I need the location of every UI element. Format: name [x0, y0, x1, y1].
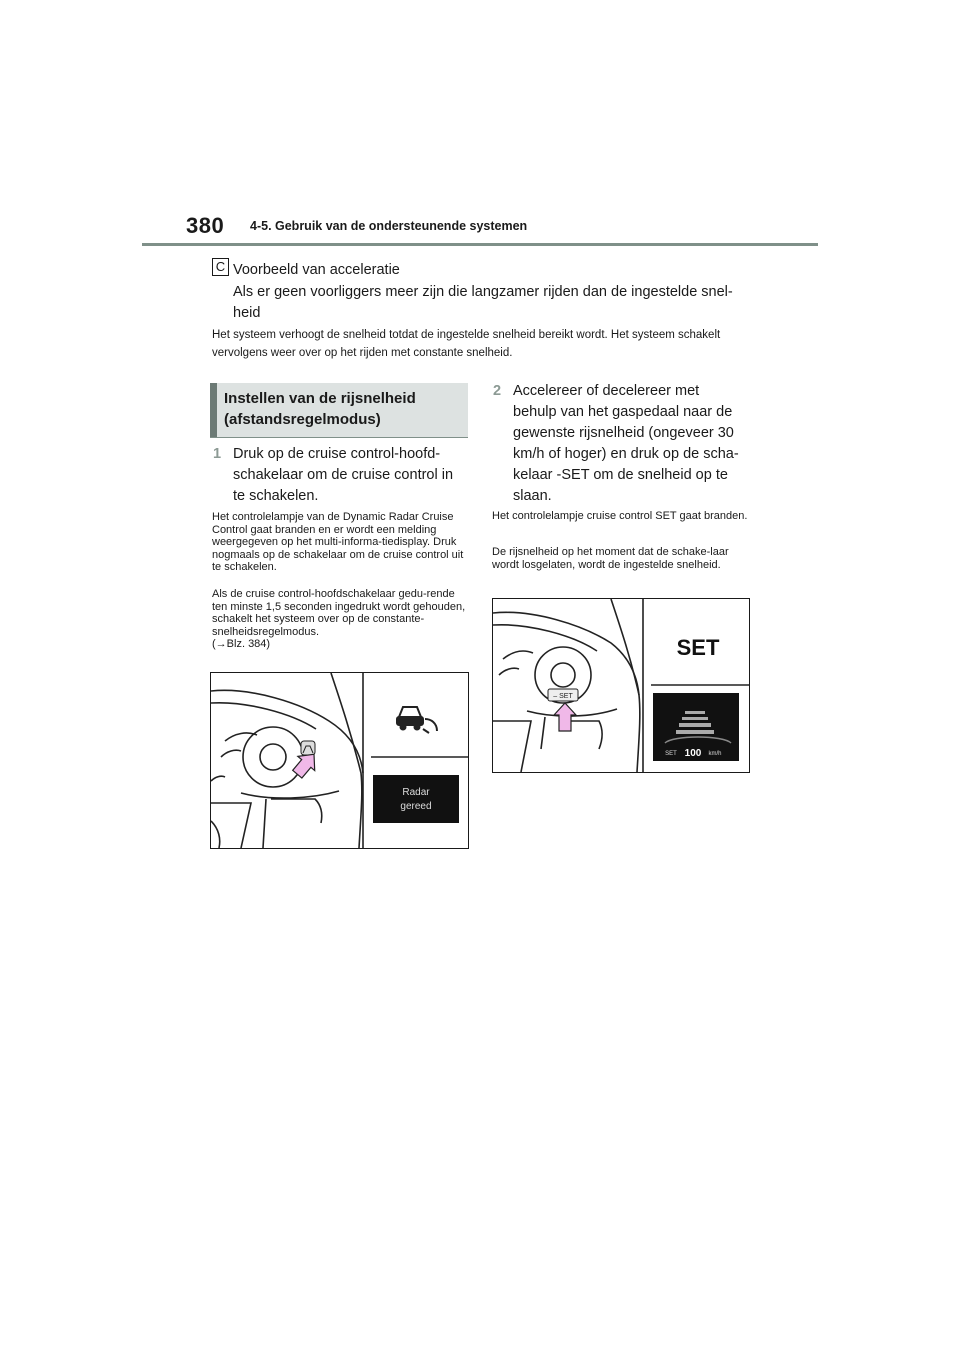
step-2-text: Accelereer of decelereer met behulp van het gaspedaal naar de gewenste rijsnelheid (ongeveer 30 km/h of hoger) en druk op de scha-kelaar -SET om de snelheid op te slaan. — [513, 383, 739, 504]
step-1-note-2 — [212, 588, 468, 651]
display-line2: gereed — [400, 801, 432, 812]
speed-unit: km/h — [708, 751, 722, 757]
step-1-note-2-text: Als de cruise control-hoofdschakelaar gedu-rende ten minste 1,5 seconden ingedrukt wordt gehouden, schakelt het systeem over op de constante-snelheidsregelmodus. — [212, 588, 466, 638]
steering-wheel-illustration-2 — [493, 599, 749, 772]
section-heading-line2: (afstandsregelmodus) — [224, 411, 381, 428]
step-2-note-1: Het controlelampje cruise control SET gaat branden. — [492, 510, 748, 522]
figure-main-switch — [210, 672, 469, 849]
speed-value: 100 — [684, 748, 702, 759]
step-1-note-1: Het controlelampje van de Dynamic Radar Cruise Control gaat branden en er wordt een melding weergegeven op het multi-informa-tiedisplay. Druk nogmaals op de schakelaar om de cruise control uit te schakelen. — [212, 511, 464, 573]
speed-prefix: SET — [665, 751, 677, 757]
section-heading-bar — [210, 383, 217, 437]
figure-set-switch — [492, 598, 750, 773]
set-switch-label: – SET — [553, 693, 573, 700]
section-heading — [210, 383, 468, 438]
steering-wheel-illustration-1 — [211, 673, 468, 848]
section-c-title: Voorbeeld van acceleratie — [233, 262, 400, 278]
page-number: 380 — [186, 213, 225, 238]
set-indicator: SET — [676, 635, 720, 660]
step-2-number: 2 — [493, 383, 502, 399]
step-2-note-2: De rijsnelheid op het moment dat de schake-laar wordt losgelaten, wordt de ingestelde snelheid. — [492, 546, 729, 571]
page-reference[interactable]: Blz. 384) — [226, 638, 271, 650]
chapter-title: 4-5. Gebruik van de ondersteunende systemen — [250, 219, 528, 233]
multi-info-display — [373, 775, 459, 823]
press-arrow-icon — [554, 703, 576, 731]
section-heading-title — [224, 388, 416, 430]
step-1-number: 1 — [213, 446, 222, 462]
section-c-note: Het systeem verhoogt de snelheid totdat de ingestelde snelheid bereikt wordt. Het systeem schakelt vervolgens weer over op het rijden met constante snelheid. — [212, 329, 721, 359]
radar-cruise-icon — [397, 707, 437, 733]
ref-arrow-icon: → — [215, 638, 227, 650]
ref-open: ( — [212, 638, 216, 650]
section-marker: C — [212, 258, 229, 276]
section-heading-line1: Instellen van de rijsnelheid — [224, 390, 416, 407]
display-line1: Radar — [402, 787, 430, 798]
step-1-text: Druk op de cruise control-hoofd-schakelaar om de cruise control in te schakelen. — [233, 446, 454, 504]
header-divider — [142, 243, 818, 246]
section-c-text: Als er geen voorliggers meer zijn die langzamer rijden dan de ingestelde snel-heid — [233, 284, 733, 321]
